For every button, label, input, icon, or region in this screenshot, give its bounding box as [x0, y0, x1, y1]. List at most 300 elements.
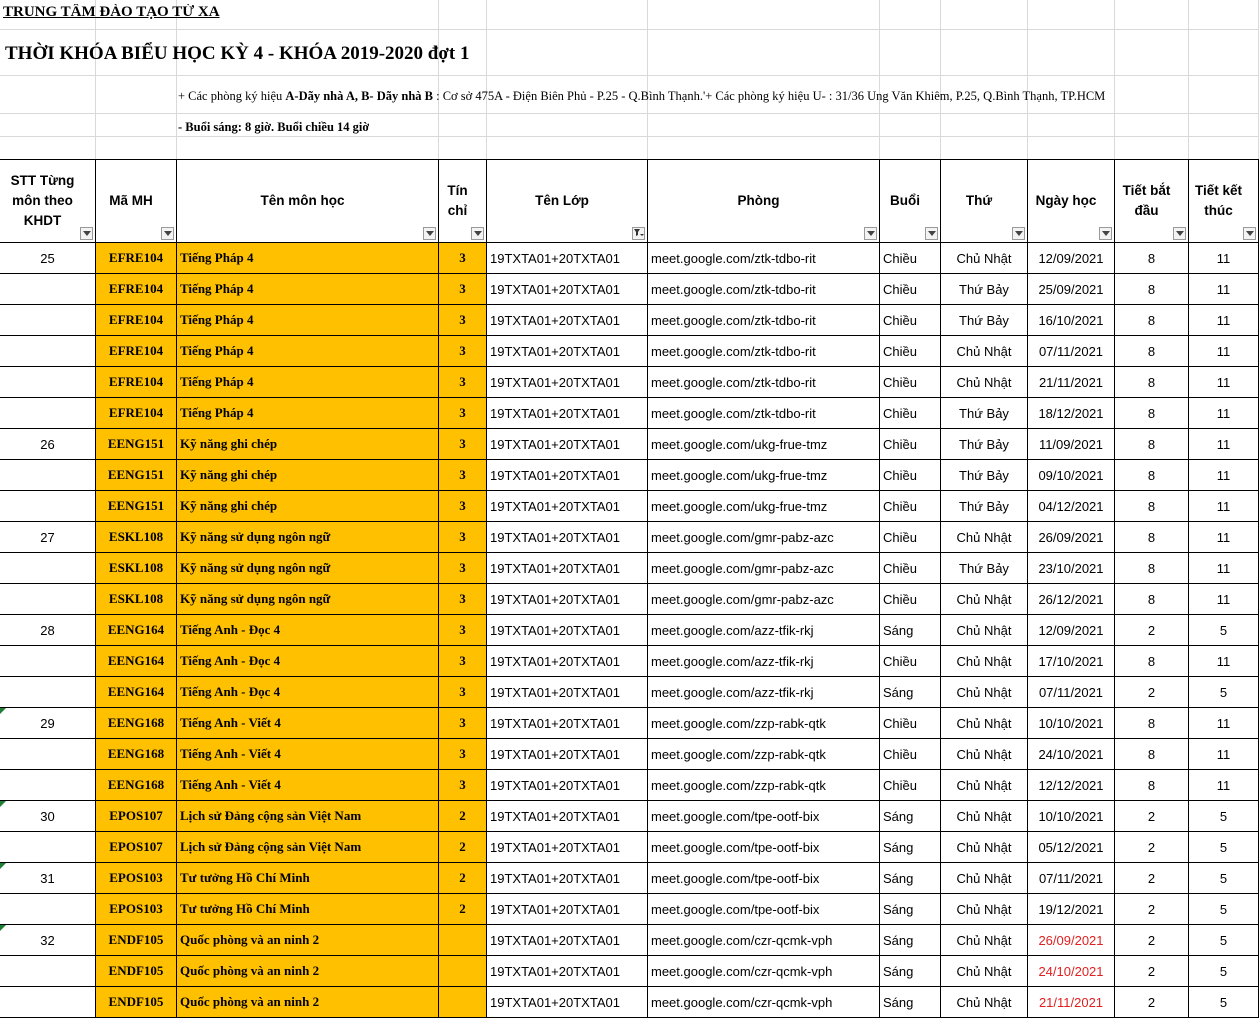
cell-stt[interactable] — [0, 956, 96, 987]
cell-stt[interactable] — [0, 646, 96, 677]
cell-stt[interactable] — [0, 274, 96, 305]
header-date[interactable] — [1028, 160, 1115, 243]
cell-code[interactable]: EPOS103 — [96, 863, 177, 894]
cell-code[interactable]: EFRE104 — [96, 243, 177, 274]
cell-code[interactable]: EFRE104 — [96, 367, 177, 398]
cell-credits[interactable]: 3 — [439, 770, 487, 801]
cell-class[interactable]: 19TXTA01+20TXTA01 — [487, 739, 648, 770]
cell-end[interactable]: 11 — [1189, 584, 1259, 615]
cell-date[interactable]: 26/09/2021 — [1028, 522, 1115, 553]
dropdown-arrow-icon[interactable] — [423, 227, 436, 240]
cell-subject[interactable]: Quốc phòng và an ninh 2 — [177, 987, 439, 1018]
cell-start[interactable]: 2 — [1115, 987, 1189, 1018]
cell-start[interactable]: 2 — [1115, 677, 1189, 708]
cell-date[interactable]: 23/10/2021 — [1028, 553, 1115, 584]
center-title[interactable]: TRUNG TÂM ĐÀO TẠO TỪ XA — [3, 4, 220, 20]
cell-weekday[interactable]: Thứ Bảy — [941, 429, 1028, 460]
dropdown-arrow-icon[interactable] — [1099, 227, 1112, 240]
cell-end[interactable]: 11 — [1189, 398, 1259, 429]
cell-date[interactable]: 24/10/2021 — [1028, 956, 1115, 987]
cell-weekday[interactable]: Chủ Nhật — [941, 336, 1028, 367]
cell-stt[interactable] — [0, 677, 96, 708]
cell-weekday[interactable]: Thứ Bảy — [941, 398, 1028, 429]
cell-start[interactable]: 2 — [1115, 832, 1189, 863]
cell-start[interactable]: 2 — [1115, 615, 1189, 646]
cell-credits[interactable]: 3 — [439, 677, 487, 708]
cell-end[interactable]: 5 — [1189, 925, 1259, 956]
cell-room[interactable]: meet.google.com/gmr-pabz-azc — [648, 522, 880, 553]
cell-date[interactable]: 21/11/2021 — [1028, 367, 1115, 398]
cell-room[interactable]: meet.google.com/czr-qcmk-vph — [648, 925, 880, 956]
cell-class[interactable]: 19TXTA01+20TXTA01 — [487, 987, 648, 1018]
cell-room[interactable]: meet.google.com/ukg-frue-tmz — [648, 491, 880, 522]
cell-date[interactable]: 16/10/2021 — [1028, 305, 1115, 336]
cell-room[interactable]: meet.google.com/azz-tfik-rkj — [648, 646, 880, 677]
cell-credits[interactable]: 3 — [439, 646, 487, 677]
cell-class[interactable]: 19TXTA01+20TXTA01 — [487, 615, 648, 646]
cell-class[interactable]: 19TXTA01+20TXTA01 — [487, 894, 648, 925]
rooms-note[interactable] — [178, 86, 1105, 106]
cell-stt[interactable] — [0, 894, 96, 925]
cell-room[interactable]: meet.google.com/tpe-ootf-bix — [648, 832, 880, 863]
cell-class[interactable]: 19TXTA01+20TXTA01 — [487, 491, 648, 522]
cell-credits[interactable]: 2 — [439, 894, 487, 925]
cell-end[interactable]: 11 — [1189, 646, 1259, 677]
cell-code[interactable]: EPOS107 — [96, 832, 177, 863]
cell-stt[interactable]: 26 — [0, 429, 96, 460]
dropdown-arrow-icon[interactable] — [161, 227, 174, 240]
cell-stt[interactable] — [0, 987, 96, 1018]
dropdown-arrow-icon[interactable] — [1243, 227, 1256, 240]
cell-weekday[interactable]: Thứ Bảy — [941, 274, 1028, 305]
header-weekday[interactable] — [941, 160, 1028, 243]
cell-class[interactable]: 19TXTA01+20TXTA01 — [487, 801, 648, 832]
cell-room[interactable]: meet.google.com/zzp-rabk-qtk — [648, 708, 880, 739]
cell-room[interactable]: meet.google.com/ztk-tdbo-rit — [648, 305, 880, 336]
cell-end[interactable]: 11 — [1189, 522, 1259, 553]
cell-class[interactable]: 19TXTA01+20TXTA01 — [487, 832, 648, 863]
cell-session[interactable]: Chiều — [880, 367, 941, 398]
cell-date[interactable]: 24/10/2021 — [1028, 739, 1115, 770]
cell-subject[interactable]: Tiếng Pháp 4 — [177, 367, 439, 398]
cell-start[interactable]: 8 — [1115, 336, 1189, 367]
cell-stt[interactable] — [0, 460, 96, 491]
cell-end[interactable]: 5 — [1189, 832, 1259, 863]
cell-class[interactable]: 19TXTA01+20TXTA01 — [487, 305, 648, 336]
cell-subject[interactable]: Tiếng Anh - Viết 4 — [177, 739, 439, 770]
cell-date[interactable]: 10/10/2021 — [1028, 708, 1115, 739]
header-end[interactable] — [1189, 160, 1259, 243]
header-session[interactable] — [880, 160, 941, 243]
cell-weekday[interactable]: Chủ Nhật — [941, 584, 1028, 615]
cell-subject[interactable]: Lịch sử Đảng cộng sản Việt Nam — [177, 801, 439, 832]
cell-class[interactable]: 19TXTA01+20TXTA01 — [487, 243, 648, 274]
cell-subject[interactable]: Tiếng Pháp 4 — [177, 398, 439, 429]
cell-room[interactable]: meet.google.com/ukg-frue-tmz — [648, 460, 880, 491]
cell-weekday[interactable]: Chủ Nhật — [941, 925, 1028, 956]
cell-date[interactable]: 18/12/2021 — [1028, 398, 1115, 429]
cell-stt[interactable]: 27 — [0, 522, 96, 553]
cell-subject[interactable]: Quốc phòng và an ninh 2 — [177, 925, 439, 956]
cell-session[interactable]: Sáng — [880, 894, 941, 925]
cell-session[interactable]: Chiều — [880, 243, 941, 274]
cell-session[interactable]: Chiều — [880, 584, 941, 615]
filter-funnel-icon[interactable] — [632, 227, 645, 240]
dropdown-arrow-icon[interactable] — [1012, 227, 1025, 240]
cell-room[interactable]: meet.google.com/azz-tfik-rkj — [648, 677, 880, 708]
cell-credits[interactable]: 2 — [439, 863, 487, 894]
cell-code[interactable]: EPOS107 — [96, 801, 177, 832]
cell-credits[interactable] — [439, 925, 487, 956]
cell-date[interactable]: 07/11/2021 — [1028, 336, 1115, 367]
cell-subject[interactable]: Tiếng Pháp 4 — [177, 274, 439, 305]
cell-end[interactable]: 5 — [1189, 615, 1259, 646]
cell-room[interactable]: meet.google.com/ztk-tdbo-rit — [648, 367, 880, 398]
cell-code[interactable]: EENG168 — [96, 739, 177, 770]
cell-room[interactable]: meet.google.com/tpe-ootf-bix — [648, 894, 880, 925]
cell-code[interactable]: ENDF105 — [96, 987, 177, 1018]
cell-end[interactable]: 11 — [1189, 553, 1259, 584]
cell-stt[interactable] — [0, 336, 96, 367]
cell-end[interactable]: 11 — [1189, 305, 1259, 336]
cell-session[interactable]: Sáng — [880, 987, 941, 1018]
cell-subject[interactable]: Tiếng Anh - Đọc 4 — [177, 677, 439, 708]
cell-stt[interactable] — [0, 770, 96, 801]
cell-class[interactable]: 19TXTA01+20TXTA01 — [487, 398, 648, 429]
cell-session[interactable]: Chiều — [880, 491, 941, 522]
cell-credits[interactable]: 3 — [439, 243, 487, 274]
cell-subject[interactable]: Kỹ năng sử dụng ngôn ngữ — [177, 522, 439, 553]
cell-date[interactable]: 17/10/2021 — [1028, 646, 1115, 677]
cell-class[interactable]: 19TXTA01+20TXTA01 — [487, 770, 648, 801]
cell-weekday[interactable]: Chủ Nhật — [941, 243, 1028, 274]
cell-class[interactable]: 19TXTA01+20TXTA01 — [487, 274, 648, 305]
cell-date[interactable]: 19/12/2021 — [1028, 894, 1115, 925]
cell-stt[interactable] — [0, 584, 96, 615]
cell-credits[interactable]: 3 — [439, 274, 487, 305]
cell-start[interactable]: 8 — [1115, 243, 1189, 274]
cell-class[interactable]: 19TXTA01+20TXTA01 — [487, 677, 648, 708]
cell-class[interactable]: 19TXTA01+20TXTA01 — [487, 429, 648, 460]
cell-start[interactable]: 8 — [1115, 429, 1189, 460]
cell-credits[interactable]: 3 — [439, 367, 487, 398]
cell-session[interactable]: Sáng — [880, 925, 941, 956]
cell-code[interactable]: ESKL108 — [96, 522, 177, 553]
cell-stt[interactable]: 30 — [0, 801, 96, 832]
cell-stt[interactable]: 31 — [0, 863, 96, 894]
cell-stt[interactable]: 32 — [0, 925, 96, 956]
cell-class[interactable]: 19TXTA01+20TXTA01 — [487, 708, 648, 739]
cell-class[interactable]: 19TXTA01+20TXTA01 — [487, 522, 648, 553]
header-class[interactable] — [487, 160, 648, 243]
cell-code[interactable]: ESKL108 — [96, 553, 177, 584]
cell-date[interactable]: 26/12/2021 — [1028, 584, 1115, 615]
cell-subject[interactable]: Tiếng Pháp 4 — [177, 336, 439, 367]
cell-start[interactable]: 8 — [1115, 646, 1189, 677]
cell-class[interactable]: 19TXTA01+20TXTA01 — [487, 925, 648, 956]
cell-code[interactable]: ENDF105 — [96, 925, 177, 956]
cell-stt[interactable]: 29 — [0, 708, 96, 739]
cell-room[interactable]: meet.google.com/ztk-tdbo-rit — [648, 274, 880, 305]
cell-credits[interactable]: 3 — [439, 460, 487, 491]
cell-session[interactable]: Sáng — [880, 832, 941, 863]
cell-credits[interactable]: 3 — [439, 336, 487, 367]
cell-code[interactable]: EPOS103 — [96, 894, 177, 925]
cell-date[interactable]: 07/11/2021 — [1028, 863, 1115, 894]
cell-room[interactable]: meet.google.com/gmr-pabz-azc — [648, 584, 880, 615]
header-room[interactable] — [648, 160, 880, 243]
cell-credits[interactable]: 3 — [439, 522, 487, 553]
cell-end[interactable]: 11 — [1189, 429, 1259, 460]
cell-credits[interactable]: 3 — [439, 615, 487, 646]
cell-session[interactable]: Chiều — [880, 553, 941, 584]
cell-code[interactable]: EFRE104 — [96, 398, 177, 429]
cell-stt[interactable] — [0, 491, 96, 522]
cell-end[interactable]: 11 — [1189, 739, 1259, 770]
cell-session[interactable]: Chiều — [880, 274, 941, 305]
cell-credits[interactable] — [439, 956, 487, 987]
cell-credits[interactable]: 2 — [439, 832, 487, 863]
cell-stt[interactable] — [0, 398, 96, 429]
sessions-note[interactable]: - Buổi sáng: 8 giờ. Buổi chiều 14 giờ — [178, 120, 370, 134]
cell-weekday[interactable]: Chủ Nhật — [941, 615, 1028, 646]
cell-credits[interactable]: 3 — [439, 491, 487, 522]
cell-start[interactable]: 8 — [1115, 491, 1189, 522]
cell-date[interactable]: 12/09/2021 — [1028, 243, 1115, 274]
cell-stt[interactable]: 25 — [0, 243, 96, 274]
cell-room[interactable]: meet.google.com/ztk-tdbo-rit — [648, 336, 880, 367]
cell-session[interactable]: Chiều — [880, 770, 941, 801]
cell-session[interactable]: Chiều — [880, 708, 941, 739]
cell-subject[interactable]: Tư tưởng Hồ Chí Minh — [177, 863, 439, 894]
cell-date[interactable]: 12/12/2021 — [1028, 770, 1115, 801]
cell-code[interactable]: EENG151 — [96, 491, 177, 522]
cell-class[interactable]: 19TXTA01+20TXTA01 — [487, 584, 648, 615]
cell-code[interactable]: ENDF105 — [96, 956, 177, 987]
cell-class[interactable]: 19TXTA01+20TXTA01 — [487, 956, 648, 987]
cell-code[interactable]: ESKL108 — [96, 584, 177, 615]
cell-start[interactable]: 8 — [1115, 460, 1189, 491]
cell-credits[interactable]: 3 — [439, 305, 487, 336]
cell-subject[interactable]: Kỹ năng sử dụng ngôn ngữ — [177, 553, 439, 584]
cell-session[interactable]: Sáng — [880, 677, 941, 708]
header-code[interactable] — [96, 160, 177, 243]
cell-subject[interactable]: Kỹ năng ghi chép — [177, 429, 439, 460]
cell-session[interactable]: Chiều — [880, 460, 941, 491]
cell-end[interactable]: 11 — [1189, 770, 1259, 801]
cell-session[interactable]: Sáng — [880, 615, 941, 646]
cell-start[interactable]: 8 — [1115, 739, 1189, 770]
cell-date[interactable]: 12/09/2021 — [1028, 615, 1115, 646]
cell-session[interactable]: Chiều — [880, 305, 941, 336]
cell-credits[interactable]: 3 — [439, 429, 487, 460]
cell-weekday[interactable]: Chủ Nhật — [941, 894, 1028, 925]
cell-stt[interactable] — [0, 305, 96, 336]
cell-end[interactable]: 5 — [1189, 677, 1259, 708]
cell-subject[interactable]: Tiếng Anh - Viết 4 — [177, 770, 439, 801]
cell-subject[interactable]: Tiếng Anh - Đọc 4 — [177, 646, 439, 677]
cell-date[interactable]: 09/10/2021 — [1028, 460, 1115, 491]
cell-room[interactable]: meet.google.com/tpe-ootf-bix — [648, 863, 880, 894]
dropdown-arrow-icon[interactable] — [1173, 227, 1186, 240]
cell-subject[interactable]: Tiếng Pháp 4 — [177, 305, 439, 336]
cell-start[interactable]: 2 — [1115, 863, 1189, 894]
cell-end[interactable]: 11 — [1189, 243, 1259, 274]
cell-start[interactable]: 8 — [1115, 708, 1189, 739]
cell-end[interactable]: 11 — [1189, 367, 1259, 398]
cell-date[interactable]: 26/09/2021 — [1028, 925, 1115, 956]
header-start[interactable] — [1115, 160, 1189, 243]
cell-end[interactable]: 5 — [1189, 987, 1259, 1018]
cell-code[interactable]: EENG151 — [96, 429, 177, 460]
cell-class[interactable]: 19TXTA01+20TXTA01 — [487, 553, 648, 584]
cell-subject[interactable]: Tiếng Pháp 4 — [177, 243, 439, 274]
cell-credits[interactable]: 3 — [439, 584, 487, 615]
cell-code[interactable]: EFRE104 — [96, 274, 177, 305]
cell-weekday[interactable]: Chủ Nhật — [941, 987, 1028, 1018]
cell-end[interactable]: 11 — [1189, 708, 1259, 739]
cell-class[interactable]: 19TXTA01+20TXTA01 — [487, 646, 648, 677]
cell-code[interactable]: EENG164 — [96, 646, 177, 677]
cell-subject[interactable]: Tiếng Anh - Đọc 4 — [177, 615, 439, 646]
cell-code[interactable]: EENG164 — [96, 615, 177, 646]
cell-end[interactable]: 11 — [1189, 460, 1259, 491]
cell-start[interactable]: 2 — [1115, 956, 1189, 987]
cell-code[interactable]: EENG151 — [96, 460, 177, 491]
cell-start[interactable]: 8 — [1115, 553, 1189, 584]
cell-credits[interactable]: 3 — [439, 708, 487, 739]
cell-date[interactable]: 11/09/2021 — [1028, 429, 1115, 460]
cell-end[interactable]: 5 — [1189, 801, 1259, 832]
cell-end[interactable]: 11 — [1189, 274, 1259, 305]
cell-start[interactable]: 8 — [1115, 367, 1189, 398]
cell-weekday[interactable]: Chủ Nhật — [941, 522, 1028, 553]
schedule-title[interactable]: THỜI KHÓA BIỂU HỌC KỲ 4 - KHÓA 2019-2020 đợt 1 — [5, 43, 470, 64]
cell-date[interactable]: 25/09/2021 — [1028, 274, 1115, 305]
cell-session[interactable]: Chiều — [880, 336, 941, 367]
cell-room[interactable]: meet.google.com/ukg-frue-tmz — [648, 429, 880, 460]
cell-subject[interactable]: Lịch sử Đảng cộng sản Việt Nam — [177, 832, 439, 863]
cell-code[interactable]: EFRE104 — [96, 305, 177, 336]
cell-subject[interactable]: Kỹ năng ghi chép — [177, 460, 439, 491]
cell-stt[interactable]: 28 — [0, 615, 96, 646]
cell-stt[interactable] — [0, 367, 96, 398]
header-credits[interactable] — [439, 160, 487, 243]
cell-weekday[interactable]: Chủ Nhật — [941, 956, 1028, 987]
cell-code[interactable]: EENG168 — [96, 770, 177, 801]
cell-weekday[interactable]: Chủ Nhật — [941, 801, 1028, 832]
cell-room[interactable]: meet.google.com/zzp-rabk-qtk — [648, 770, 880, 801]
cell-room[interactable]: meet.google.com/zzp-rabk-qtk — [648, 739, 880, 770]
cell-start[interactable]: 8 — [1115, 398, 1189, 429]
cell-weekday[interactable]: Chủ Nhật — [941, 863, 1028, 894]
cell-class[interactable]: 19TXTA01+20TXTA01 — [487, 460, 648, 491]
cell-weekday[interactable]: Chủ Nhật — [941, 677, 1028, 708]
cell-class[interactable]: 19TXTA01+20TXTA01 — [487, 367, 648, 398]
cell-date[interactable]: 10/10/2021 — [1028, 801, 1115, 832]
cell-room[interactable]: meet.google.com/czr-qcmk-vph — [648, 956, 880, 987]
cell-room[interactable]: meet.google.com/czr-qcmk-vph — [648, 987, 880, 1018]
cell-start[interactable]: 8 — [1115, 522, 1189, 553]
cell-end[interactable]: 11 — [1189, 491, 1259, 522]
cell-room[interactable]: meet.google.com/ztk-tdbo-rit — [648, 398, 880, 429]
cell-start[interactable]: 2 — [1115, 925, 1189, 956]
header-stt[interactable] — [0, 160, 96, 243]
cell-subject[interactable]: Kỹ năng sử dụng ngôn ngữ — [177, 584, 439, 615]
cell-weekday[interactable]: Thứ Bảy — [941, 491, 1028, 522]
cell-start[interactable]: 8 — [1115, 770, 1189, 801]
cell-session[interactable]: Chiều — [880, 429, 941, 460]
cell-credits[interactable]: 3 — [439, 553, 487, 584]
cell-credits[interactable]: 2 — [439, 801, 487, 832]
cell-weekday[interactable]: Chủ Nhật — [941, 646, 1028, 677]
cell-session[interactable]: Sáng — [880, 956, 941, 987]
cell-end[interactable]: 5 — [1189, 863, 1259, 894]
cell-start[interactable]: 8 — [1115, 584, 1189, 615]
cell-weekday[interactable]: Chủ Nhật — [941, 739, 1028, 770]
dropdown-arrow-icon[interactable] — [925, 227, 938, 240]
header-subject[interactable] — [177, 160, 439, 243]
cell-room[interactable]: meet.google.com/ztk-tdbo-rit — [648, 243, 880, 274]
cell-room[interactable]: meet.google.com/gmr-pabz-azc — [648, 553, 880, 584]
cell-session[interactable]: Sáng — [880, 801, 941, 832]
cell-weekday[interactable]: Thứ Bảy — [941, 460, 1028, 491]
dropdown-arrow-icon[interactable] — [864, 227, 877, 240]
cell-session[interactable]: Chiều — [880, 398, 941, 429]
cell-session[interactable]: Chiều — [880, 522, 941, 553]
dropdown-arrow-icon[interactable] — [80, 227, 93, 240]
cell-start[interactable]: 8 — [1115, 274, 1189, 305]
cell-credits[interactable]: 3 — [439, 398, 487, 429]
cell-date[interactable]: 21/11/2021 — [1028, 987, 1115, 1018]
cell-end[interactable]: 5 — [1189, 956, 1259, 987]
cell-class[interactable]: 19TXTA01+20TXTA01 — [487, 336, 648, 367]
cell-weekday[interactable]: Chủ Nhật — [941, 832, 1028, 863]
cell-end[interactable]: 5 — [1189, 894, 1259, 925]
cell-weekday[interactable]: Chủ Nhật — [941, 708, 1028, 739]
dropdown-arrow-icon[interactable] — [471, 227, 484, 240]
cell-code[interactable]: EFRE104 — [96, 336, 177, 367]
cell-room[interactable]: meet.google.com/azz-tfik-rkj — [648, 615, 880, 646]
cell-stt[interactable] — [0, 832, 96, 863]
cell-class[interactable]: 19TXTA01+20TXTA01 — [487, 863, 648, 894]
cell-date[interactable]: 07/11/2021 — [1028, 677, 1115, 708]
cell-date[interactable]: 04/12/2021 — [1028, 491, 1115, 522]
cell-start[interactable]: 2 — [1115, 801, 1189, 832]
cell-subject[interactable]: Tư tưởng Hồ Chí Minh — [177, 894, 439, 925]
cell-date[interactable]: 05/12/2021 — [1028, 832, 1115, 863]
cell-code[interactable]: EENG164 — [96, 677, 177, 708]
cell-subject[interactable]: Kỹ năng ghi chép — [177, 491, 439, 522]
cell-start[interactable]: 8 — [1115, 305, 1189, 336]
cell-credits[interactable] — [439, 987, 487, 1018]
cell-session[interactable]: Sáng — [880, 863, 941, 894]
cell-weekday[interactable]: Chủ Nhật — [941, 367, 1028, 398]
cell-weekday[interactable]: Thứ Bảy — [941, 305, 1028, 336]
cell-subject[interactable]: Tiếng Anh - Viết 4 — [177, 708, 439, 739]
cell-start[interactable]: 2 — [1115, 894, 1189, 925]
cell-weekday[interactable]: Thứ Bảy — [941, 553, 1028, 584]
cell-room[interactable]: meet.google.com/tpe-ootf-bix — [648, 801, 880, 832]
cell-end[interactable]: 11 — [1189, 336, 1259, 367]
cell-stt[interactable] — [0, 739, 96, 770]
cell-weekday[interactable]: Chủ Nhật — [941, 770, 1028, 801]
cell-subject[interactable]: Quốc phòng và an ninh 2 — [177, 956, 439, 987]
cell-stt[interactable] — [0, 553, 96, 584]
cell-session[interactable]: Chiều — [880, 646, 941, 677]
cell-session[interactable]: Chiều — [880, 739, 941, 770]
cell-code[interactable]: EENG168 — [96, 708, 177, 739]
